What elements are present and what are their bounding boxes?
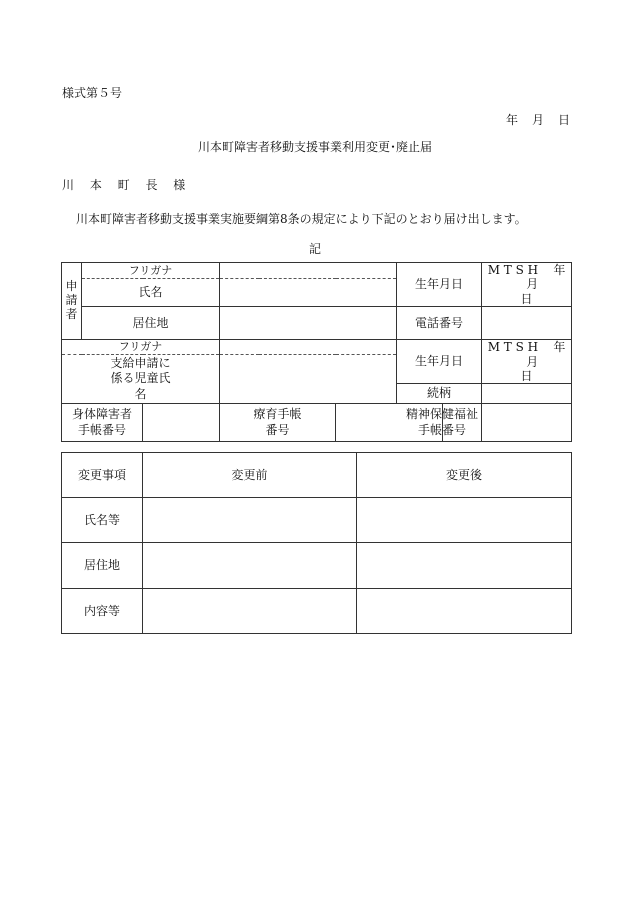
physical-cert-label: 身体障害者手帳番号 bbox=[71, 407, 132, 437]
body-text: 川本町障害者移動支援事業実施要綱第8条の規定により下記のとおり届け出します。 bbox=[76, 212, 527, 226]
form-number: 様式第５号 bbox=[62, 86, 123, 100]
day-label: 日 bbox=[520, 291, 533, 306]
physical-cert-field[interactable] bbox=[143, 404, 220, 442]
era-options: M T S H bbox=[487, 263, 539, 277]
child-furigana-field[interactable] bbox=[220, 340, 397, 355]
child-birthdate-label: 生年月日 bbox=[397, 340, 482, 384]
applicant-label: 申請者 bbox=[65, 279, 78, 321]
before-field[interactable] bbox=[143, 589, 357, 634]
table-row bbox=[62, 498, 572, 543]
date-line: 年 月 日 bbox=[505, 113, 571, 127]
child-year-label: 年 bbox=[553, 340, 566, 355]
table-row bbox=[62, 543, 572, 589]
name-label: 氏名 bbox=[82, 278, 220, 306]
child-name-label-cell bbox=[62, 354, 220, 403]
table-row bbox=[62, 589, 572, 634]
after-field[interactable] bbox=[357, 543, 572, 589]
applicant-table bbox=[61, 262, 572, 442]
child-day-label: 日 bbox=[520, 368, 533, 383]
year-label: 年 bbox=[553, 263, 566, 277]
relationship-label: 続柄 bbox=[397, 384, 482, 404]
change-table bbox=[61, 452, 572, 634]
col-after-header: 変更後 bbox=[357, 453, 572, 498]
mental-cert-label-cell bbox=[406, 404, 482, 442]
change-table-header bbox=[62, 453, 572, 498]
child-month-label: 月 bbox=[526, 354, 539, 369]
after-field[interactable] bbox=[357, 589, 572, 634]
applicant-label-cell bbox=[62, 263, 82, 340]
furigana-field[interactable] bbox=[220, 263, 397, 279]
phone-label: 電話番号 bbox=[397, 307, 482, 340]
after-field[interactable] bbox=[357, 498, 572, 543]
name-field[interactable] bbox=[220, 278, 397, 306]
rehab-cert-label: 療育手帳番号 bbox=[253, 407, 302, 437]
before-field[interactable] bbox=[143, 543, 357, 589]
ki-heading: 記 bbox=[308, 242, 321, 256]
birthdate-field[interactable] bbox=[482, 263, 572, 307]
col-before-header: 変更前 bbox=[143, 453, 357, 498]
row-label: 氏名等 bbox=[62, 498, 143, 543]
child-era-options: M T S H bbox=[487, 340, 539, 355]
mental-cert-label: 精神保健福祉手帳番号 bbox=[406, 407, 479, 437]
row-label: 内容等 bbox=[62, 589, 143, 634]
birthdate-label: 生年月日 bbox=[397, 263, 482, 307]
address-label: 居住地 bbox=[82, 307, 220, 340]
mental-cert-field[interactable] bbox=[482, 404, 572, 442]
child-name-field[interactable] bbox=[220, 354, 397, 403]
rehab-cert-label-cell bbox=[220, 404, 336, 442]
physical-cert-label-cell bbox=[62, 404, 143, 442]
document-title: 川本町障害者移動支援事業利用変更･廃止届 bbox=[197, 140, 432, 154]
address-field[interactable] bbox=[220, 307, 397, 340]
addressee: 川 本 町 長 様 bbox=[62, 178, 192, 192]
row-label: 居住地 bbox=[62, 543, 143, 589]
phone-field[interactable] bbox=[482, 307, 572, 340]
before-field[interactable] bbox=[143, 498, 357, 543]
relationship-field[interactable] bbox=[482, 384, 572, 404]
child-furigana-label: フリガナ bbox=[62, 340, 220, 355]
child-birthdate-field[interactable] bbox=[482, 340, 572, 384]
month-label: 月 bbox=[526, 277, 539, 292]
furigana-label: フリガナ bbox=[82, 263, 220, 279]
col-item-header: 変更事項 bbox=[62, 453, 143, 498]
child-name-label: 支給申請に係る児童氏名 bbox=[110, 355, 171, 401]
